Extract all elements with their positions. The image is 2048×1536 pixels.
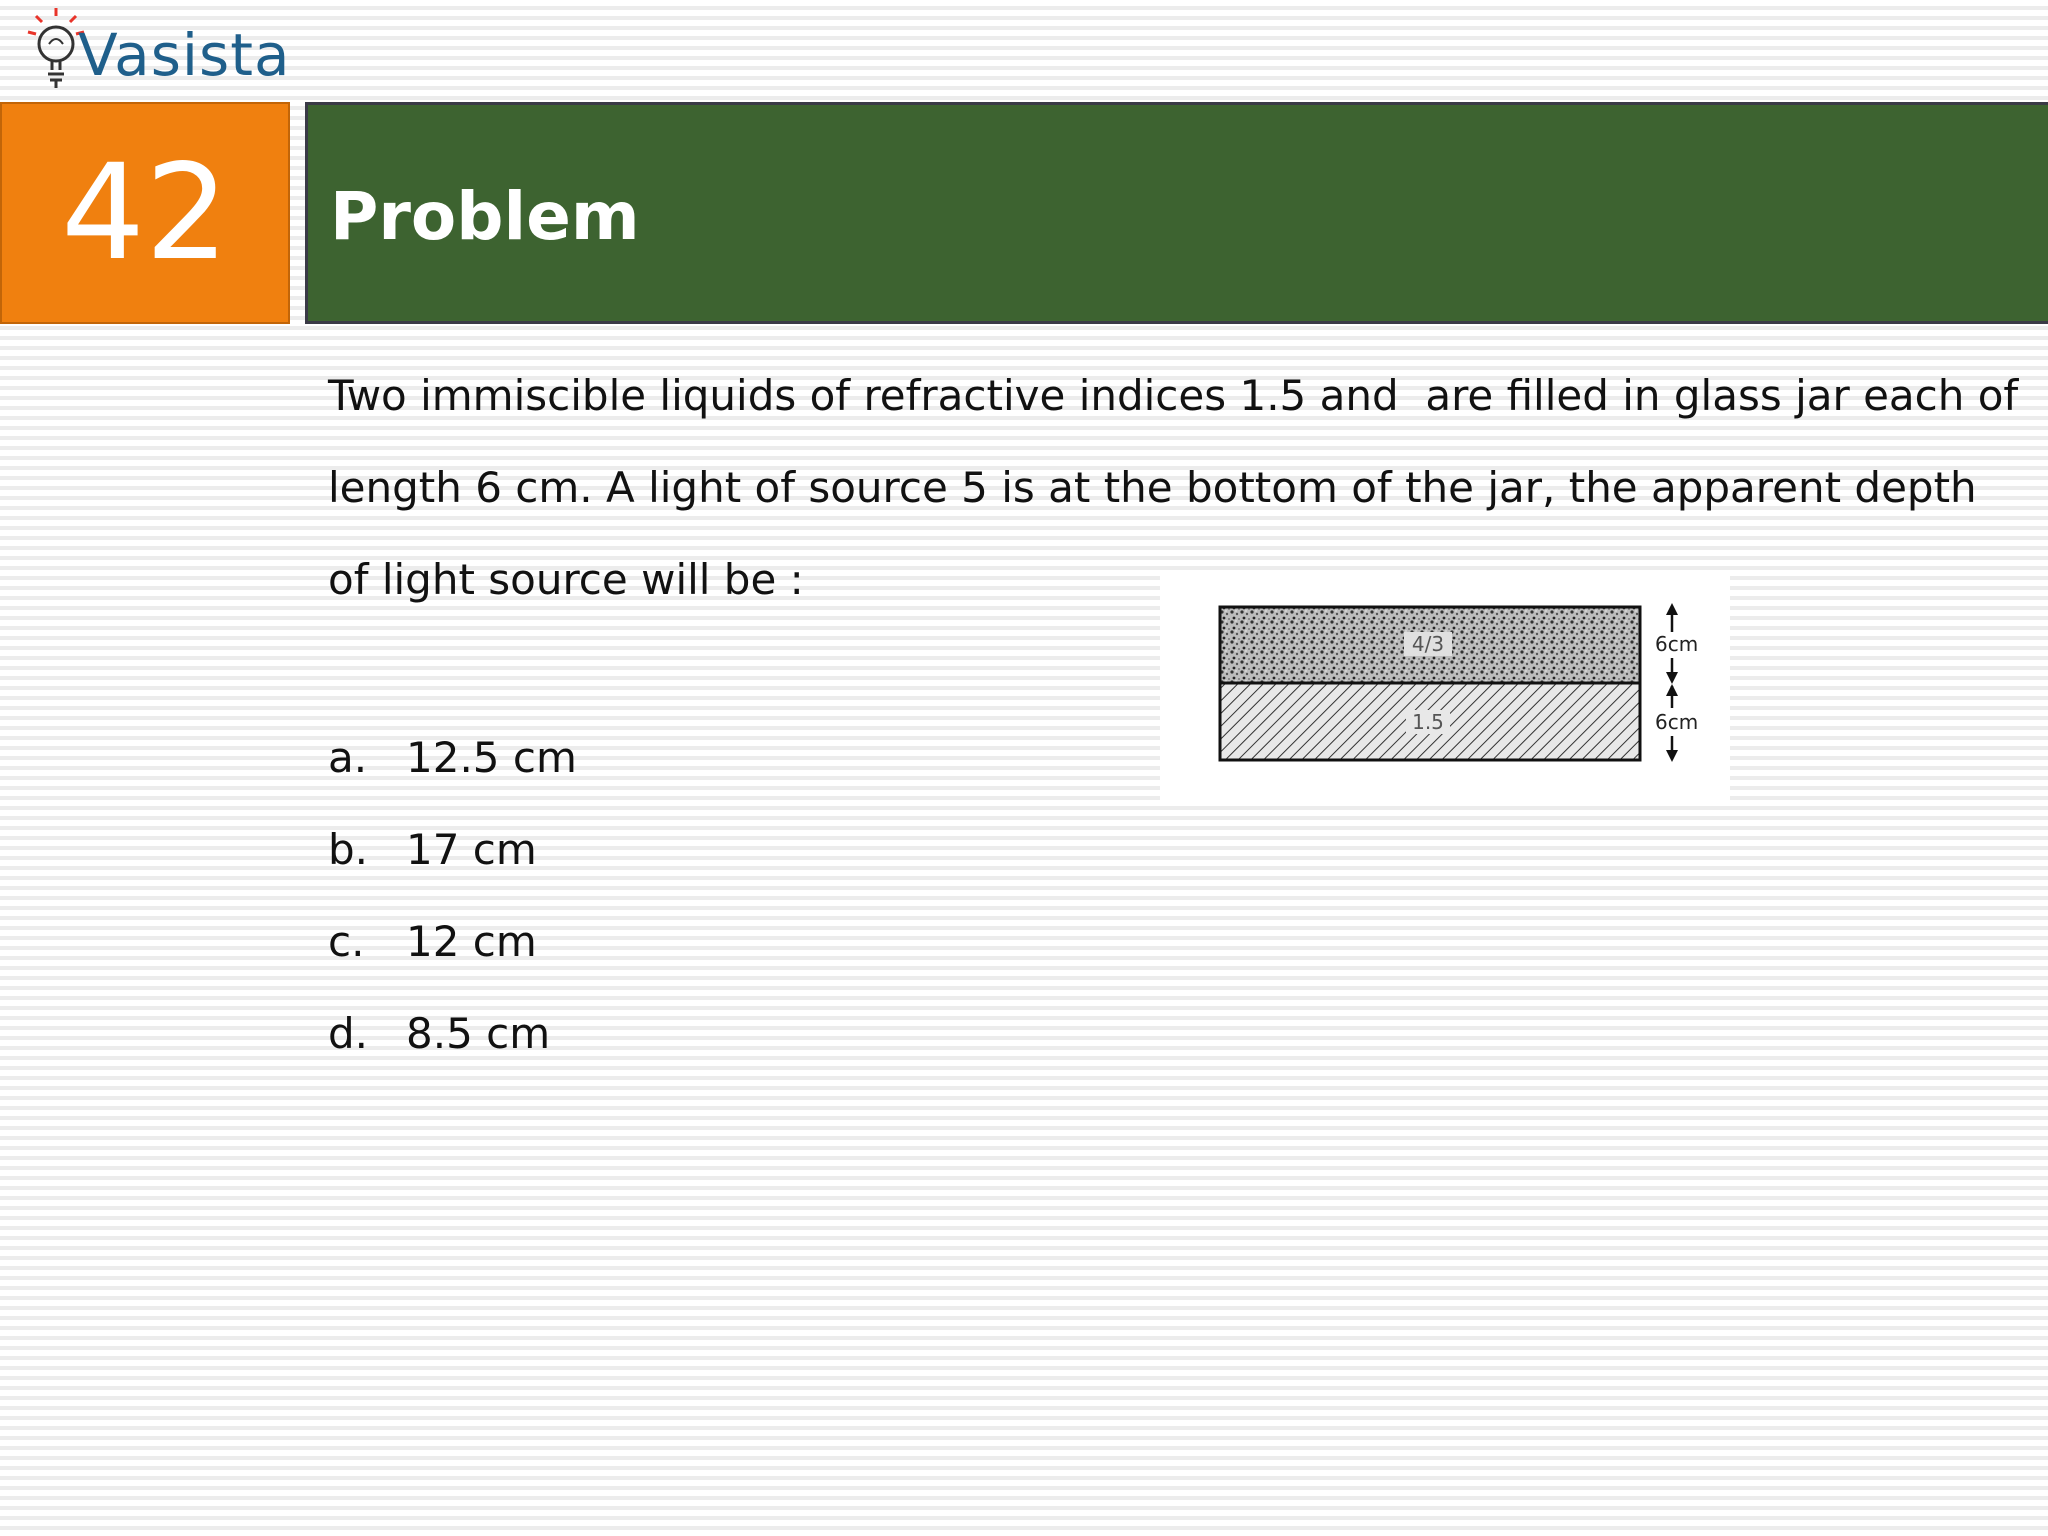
option-a <box>328 712 577 804</box>
jar-diagram <box>1160 570 1730 805</box>
option-c <box>328 896 577 988</box>
top-layer-label: 4/3 <box>1411 632 1445 656</box>
answer-options <box>328 712 577 1080</box>
option-letter: a. <box>328 733 368 782</box>
question-line-1: Two immiscible liquids of refractive indices 1.5 and are filled in glass jar each of <box>328 371 2019 420</box>
slide-number-box <box>0 102 290 324</box>
logo-text: Vasista <box>78 21 291 89</box>
option-d <box>328 988 577 1080</box>
question-line-2: length 6 cm. A light of source 5 is at the bottom of the jar, the apparent depth <box>328 463 1977 512</box>
option-text: 17 cm <box>406 825 537 874</box>
vasista-logo <box>22 4 292 96</box>
slide-number: 42 <box>61 136 229 290</box>
option-letter: c. <box>328 917 365 966</box>
option-text: 12.5 cm <box>406 733 577 782</box>
title-bar <box>305 102 2048 324</box>
option-text: 8.5 cm <box>406 1009 551 1058</box>
option-letter: d. <box>328 1009 369 1058</box>
top-dimension-label: 6cm <box>1655 632 1699 656</box>
option-letter: b. <box>328 825 369 874</box>
option-text: 12 cm <box>406 917 537 966</box>
bottom-layer-label: 1.5 <box>1412 710 1444 734</box>
question-line-3: of light source will be : <box>328 555 804 604</box>
bottom-dimension-label: 6cm <box>1655 710 1699 734</box>
jar-diagram-svg <box>1160 570 1730 805</box>
option-b <box>328 804 577 896</box>
slide-title: Problem <box>330 177 640 255</box>
